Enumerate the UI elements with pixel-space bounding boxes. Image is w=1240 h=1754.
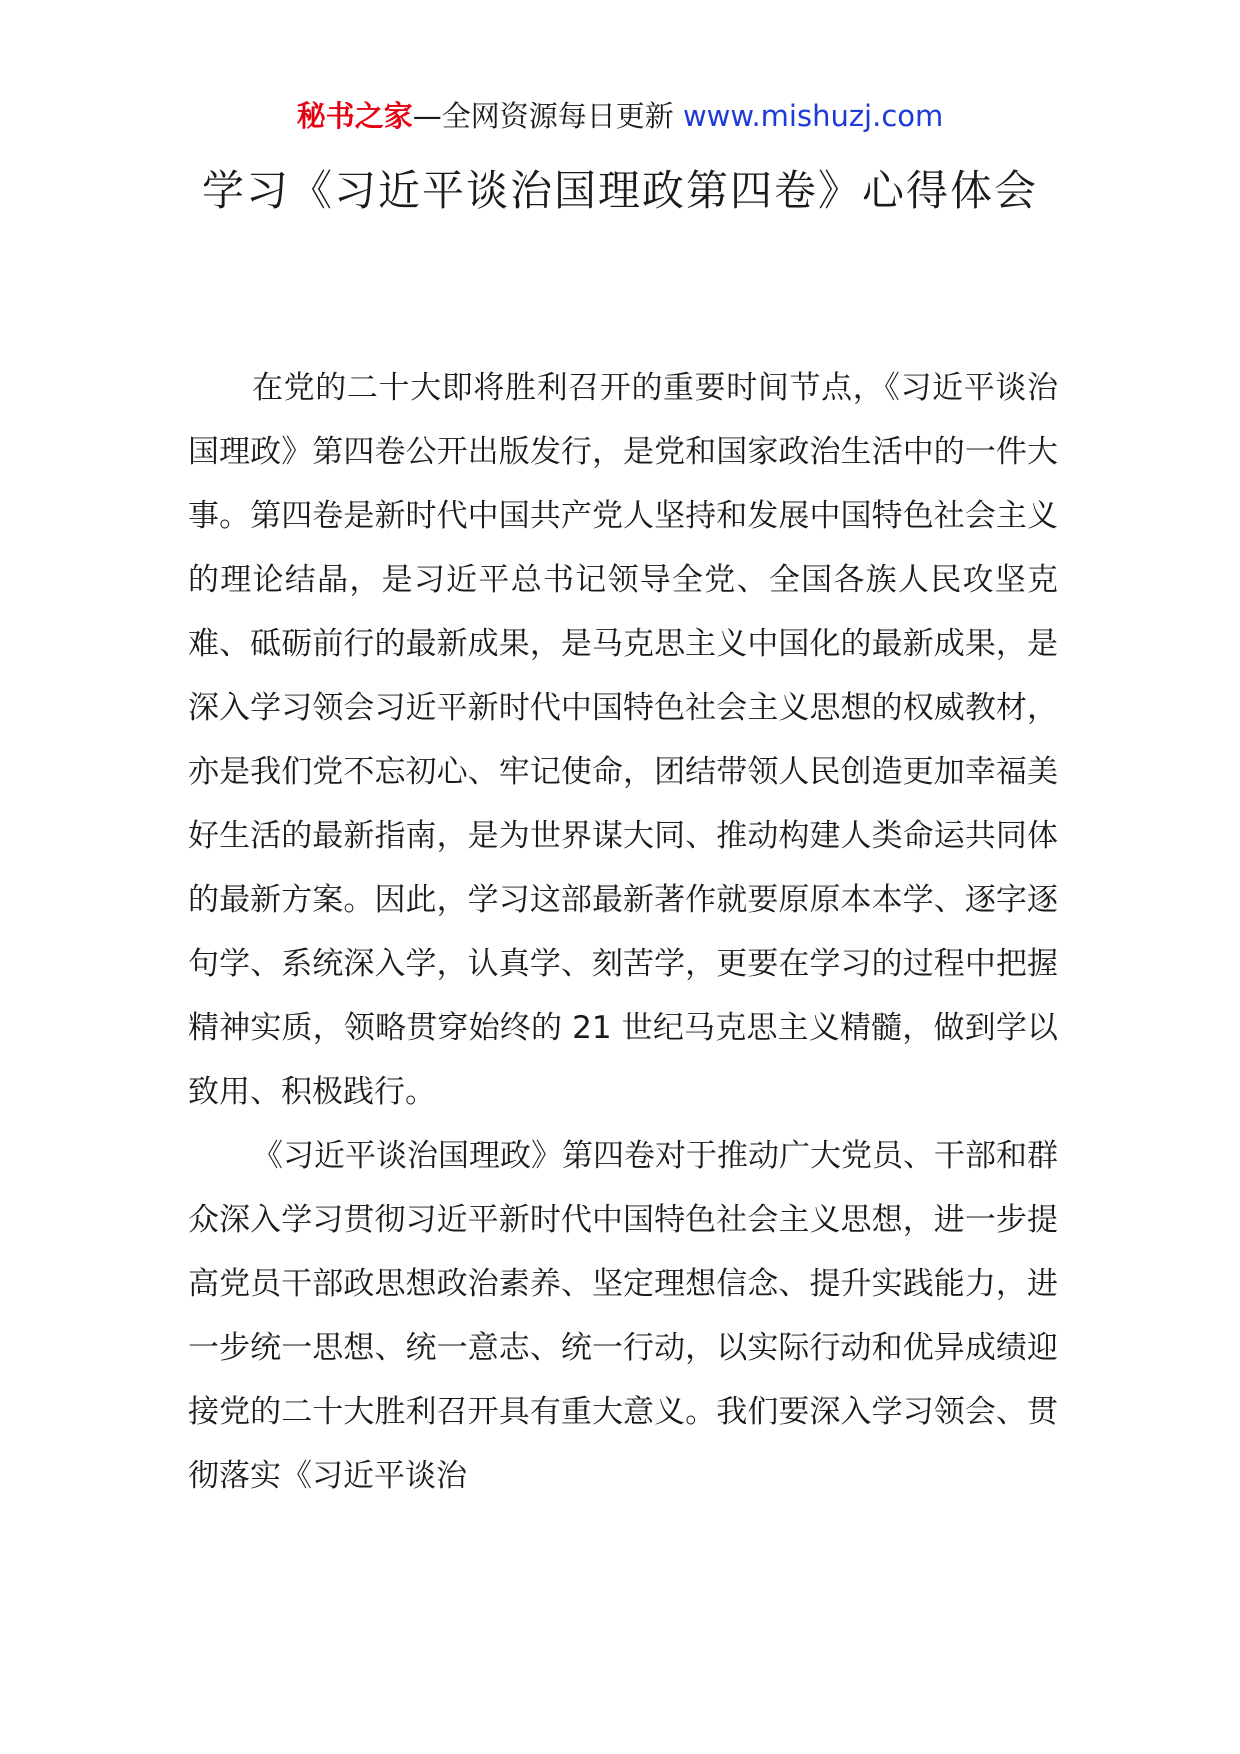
document-title: 学习《习近平谈治国理政第四卷》心得体会 [201,166,1038,215]
document-body [188,356,1058,1508]
site-header [0,96,1240,136]
header-tagline: —全网资源每日更新 [412,99,683,133]
brand-name: 秘书之家 [296,99,413,133]
site-url-link[interactable]: www.mishuzj.com [682,99,944,133]
paragraph: 在党的二十大即将胜利召开的重要时间节点，《习近平谈治国理政》第四卷公开出版发行，是党和国家政治生活中的一件大事。第四卷是新时代中国共产党人坚持和发展中国特色社会主义的理论结晶，是习近平总书记领导全党、全国各族人民攻坚克难、砥砺前行的最新成果，是马克思主义中国化的最新成果，是深入学习领会习近平新时代中国特色社会主义思想的权威教材，亦是我们党不忘初心、牢记使命，团结带领人民创造更加幸福美好生活的最新指南，是为世界谋大同、推动构建人类命运共同体的最新方案。因此，学习这部最新著作就要原原本本学、逐字逐句学、系统深入学，认真学、刻苦学，更要在学习的过程中把握精神实质，领略贯穿始终的 21 世纪马克思主义精髓，做到学以致用、积极践行。 [188,370,1058,1110]
paragraph: 《习近平谈治国理政》第四卷对于推动广大党员、干部和群众深入学习贯彻习近平新时代中国特色社会主义思想，进一步提高党员干部政思想政治素养、坚定理想信念、提升实践能力，进一步统一思想、统一意志、统一行动，以实际行动和优异成绩迎接党的二十大胜利召开具有重大意义。我们要深入学习领会、贯彻落实《习近平谈治 [188,1138,1058,1494]
